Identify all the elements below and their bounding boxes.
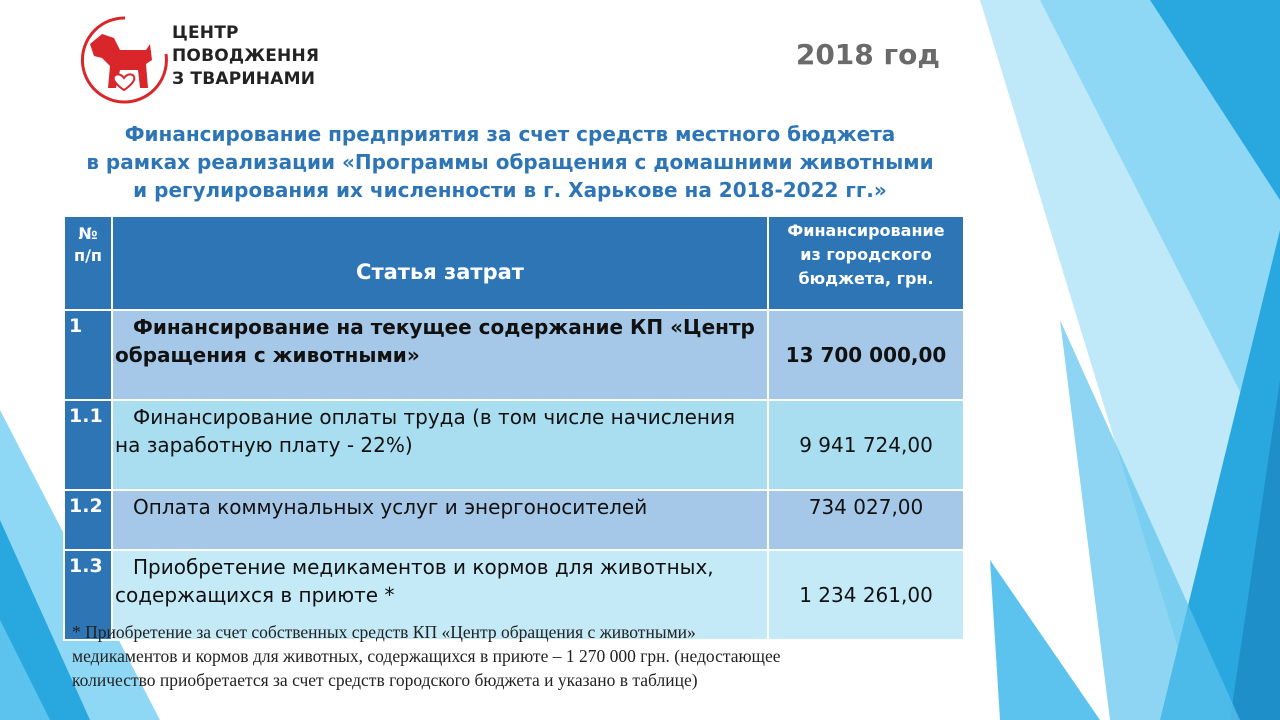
row-item-line: Финансирование оплаты труда (в том числе начисления	[133, 405, 735, 429]
footnote-line: медикаментов и кормов для животных, содержащихся в приюте – 1 270 000 грн. (недостающее	[72, 646, 781, 666]
header-sum-line: Финансирование	[787, 221, 945, 240]
table-row	[64, 490, 964, 550]
row-number: 1.3	[64, 550, 112, 640]
header-item: Статья затрат	[112, 216, 768, 310]
row-sum: 734 027,00	[768, 490, 964, 550]
footnote	[72, 620, 952, 692]
title-line: в рамках реализации «Программы обращения с домашними животными	[86, 150, 934, 174]
row-item	[112, 490, 768, 550]
title-line: и регулирования их численности в г. Харькове на 2018-2022 гг.»	[133, 178, 887, 202]
table-header-row	[64, 216, 964, 310]
row-item-line: Оплата коммунальных услуг и энергоносителей	[133, 495, 648, 519]
logo-line: ЦЕНТР	[172, 23, 239, 43]
budget-table	[63, 215, 965, 641]
row-item-line: содержащихся в приюте *	[115, 583, 395, 607]
logo	[80, 14, 320, 114]
row-sum: 1 234 261,00	[768, 550, 964, 640]
footnote-line: количество приобретается за счет средств городского бюджета и указано в таблице)	[72, 670, 698, 690]
row-number: 1.1	[64, 400, 112, 490]
row-item-line: Финансирование на текущее содержание КП «Центр	[133, 315, 755, 339]
header-sum-line: из городского	[800, 245, 932, 264]
row-number: 1.2	[64, 490, 112, 550]
table-row	[64, 400, 964, 490]
logo-text	[172, 22, 319, 91]
logo-line: ПОВОДЖЕННЯ	[172, 46, 320, 66]
dog-heart-logo-icon	[80, 14, 170, 106]
row-item	[112, 400, 768, 490]
table-row	[64, 310, 964, 400]
decor-triangle	[990, 560, 1100, 720]
row-number: 1	[64, 310, 112, 400]
header-number-line: п/п	[74, 246, 102, 265]
page-title	[60, 120, 960, 204]
header-sum	[768, 216, 964, 310]
title-line: Финансирование предприятия за счет средств местного бюджета	[124, 122, 896, 146]
row-item-line: на заработную плату - 22%)	[115, 433, 413, 457]
row-item-line: Приобретение медикаментов и кормов для животных,	[133, 555, 714, 579]
row-sum: 9 941 724,00	[768, 400, 964, 490]
header-sum-line: бюджета, грн.	[798, 269, 934, 288]
row-sum: 13 700 000,00	[768, 310, 964, 400]
year-label: 2018 год	[795, 38, 940, 71]
row-item-line: обращения с животными»	[115, 343, 420, 367]
footnote-line: * Приобретение за счет собственных средств КП «Центр обращения с животными»	[72, 622, 696, 642]
row-item	[112, 310, 768, 400]
logo-line: З ТВАРИНАМИ	[172, 69, 316, 89]
header-number-line: №	[78, 224, 98, 243]
header-number	[64, 216, 112, 310]
